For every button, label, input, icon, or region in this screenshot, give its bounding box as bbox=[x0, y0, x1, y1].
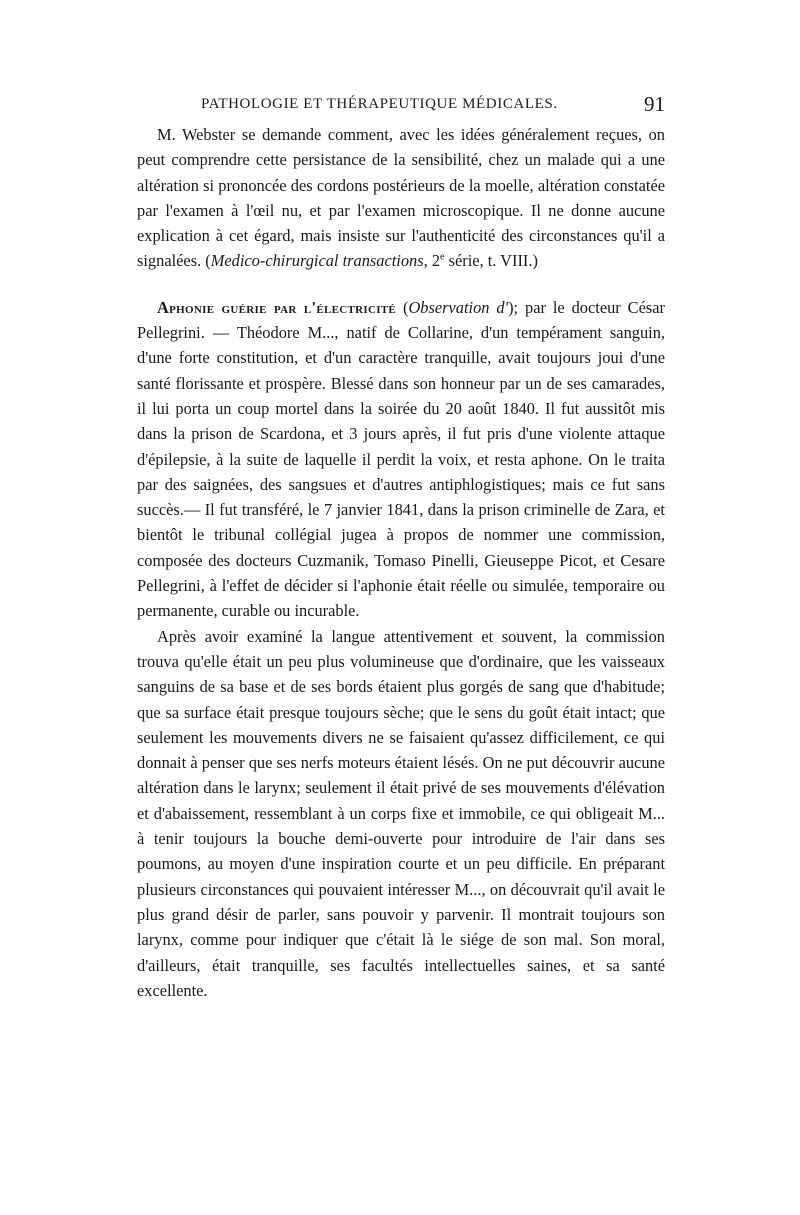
paragraph-aphonie-text: ); par le docteur César Pellegrini. — Théodore M..., natif de Collarine, d'un tempérament sanguin, d'une forte constitution, et d'un caractère tranquille, avait toujours joui d'une santé florissante et prospère. Blessé dans son honneur par un de ses camarades, il lui porta un coup mortel dans la soirée du 20 août 1840. Il fut aussitôt mis dans la prison de Scardona, et 3 jours après, il fut pris d'une violente attaque d'épilepsie, à la suite de laquelle il perdit la voix, et resta aphone. On le traita par des saignées, des sangsues et d'autres antiphlogistiques; mais ce fut sans succès.— Il fut transféré, le 7 janvier 1841, dans la prison criminelle de Zara, et bientôt le tribunal collégial jugea à propos de nommer une commission, composée des docteurs Cuzmanik, Tomaso Pinelli, Gieuseppe Picot, et Cesare Pellegrini, à l'effet de décider si l'aphonie était réelle ou simulée, temporaire ou permanente, curable ou incurable. bbox=[137, 297, 665, 621]
citation-series-post: série, t. VIII.) bbox=[444, 251, 538, 271]
running-title: PATHOLOGIE ET THÉRAPEUTIQUE MÉDICALES. bbox=[201, 96, 558, 112]
running-head bbox=[137, 92, 665, 122]
page-number: 91 bbox=[644, 92, 665, 116]
observation-label: Observation d' bbox=[408, 297, 509, 317]
book-page bbox=[137, 92, 665, 1003]
citation-series-sup: e bbox=[440, 252, 445, 264]
paragraph-aphonie bbox=[137, 295, 665, 624]
section-gap bbox=[137, 274, 665, 295]
journal-citation: Medico-chirurgical transactions bbox=[210, 251, 424, 271]
paragraph-webster-text: M. Webster se demande comment, avec les idées généralement reçues, on peut comprendre cette persistance de la sensibilité, chez un malade qui a une altération si prononcée des cordons postérieurs de la moelle, altération constatée par l'examen à l'œil nu, et par l'examen microscopique. Il ne donne aucune explication à cet égard, mais insiste sur l'authenticité des circonstances qu'il a signalées. ( bbox=[137, 125, 665, 271]
paragraph-examination: Après avoir examiné la langue attentivement et souvent, la commission trouva qu'elle était un peu plus volumineuse que d'ordinaire, que les vaisseaux sanguins de sa base et de ses bords étaient plus gorgés de sang que d'habitude; que sa surface était presque toujours sèche; que le sens du goût était intact; que seulement les mouvements divers ne se faisaient qu'assez difficilement, ce qui donnait à penser que ses nerfs moteurs étaient lésés. On ne put découvrir aucune altération dans le larynx; seulement il était privé de ses mouvements d'élévation et d'abaissement, ressemblant à un corps fixe et immobile, ce qui obligeait M... à tenir toujours la bouche demi-ouverte pour introduire de l'air dans ses poumons, au moyen d'une inspiration courte et un peu difficile. En préparant plusieurs circonstances qui pouvaient intéresser M..., on découvrait qu'il avait le plus grand désir de parler, sans pouvoir y parvenir. Il montrait toujours son larynx, comme pour indiquer que c'était là le siége de son mal. Son moral, d'ailleurs, était tranquille, ses facultés intellectuelles saines, et sa santé excellente. bbox=[137, 626, 665, 1000]
paragraph-webster bbox=[137, 122, 665, 274]
heading-gap: ( bbox=[396, 297, 409, 317]
citation-series-pre: , 2 bbox=[423, 251, 441, 271]
section-heading: Aphonie guérie par l'électricité bbox=[157, 297, 397, 317]
